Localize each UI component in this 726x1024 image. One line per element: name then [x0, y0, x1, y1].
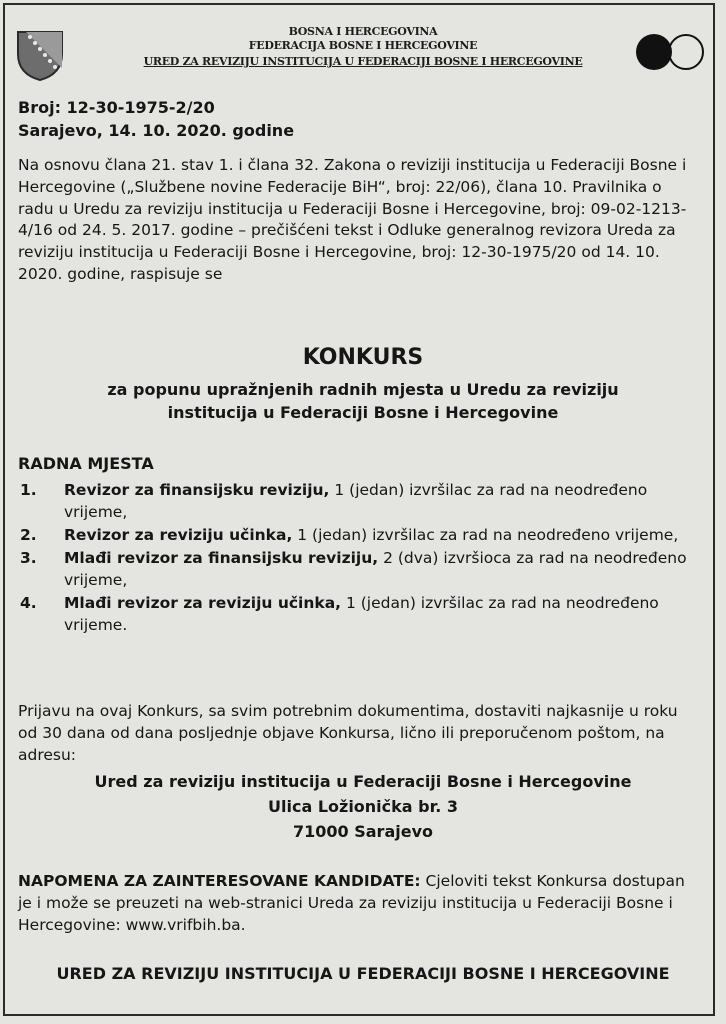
- note-paragraph: [18, 871, 698, 936]
- list-item: [18, 547, 708, 591]
- position-number: 2.: [20, 526, 37, 544]
- position-number: 1.: [20, 481, 37, 499]
- header-office: URED ZA REVIZIJU INSTITUCIJA U FEDERACIJI BOSNE I HERCEGOVINE: [143, 55, 583, 68]
- reference-place-date: Sarajevo, 14. 10. 2020. godine: [18, 121, 295, 140]
- address-city: 71000 Sarajevo: [293, 822, 433, 841]
- notice-title: KONKURS: [302, 345, 424, 370]
- address-street: Ulica Ložionička br. 3: [268, 797, 458, 816]
- reference-number: Broj: 12-30-1975-2/20: [18, 98, 215, 117]
- list-item: [18, 592, 708, 636]
- position-number: 3.: [20, 549, 37, 567]
- position-title: Mlađi revizor za finansijsku reviziju,: [64, 549, 379, 567]
- notice-subtitle: za popunu upražnjenih radnih mjesta u Uredu za reviziju institucija u Federaciji Bosne i Hercegovine: [107, 380, 619, 422]
- position-detail: 1 (jedan) izvršilac za rad na neodređeno vrijeme,: [64, 481, 648, 521]
- positions-heading: RADNA MJESTA: [18, 454, 154, 473]
- position-detail: 1 (jedan) izvršilac za rad na neodređeno vrijeme.: [64, 594, 659, 634]
- position-title: Revizor za finansijsku reviziju,: [64, 481, 330, 499]
- reference-block: [18, 96, 294, 142]
- list-item: [18, 524, 708, 546]
- position-number: 4.: [20, 594, 37, 612]
- position-title: Revizor za reviziju učinka,: [64, 526, 293, 544]
- list-item: [18, 479, 708, 523]
- position-detail: 2 (dva) izvršioca za rad na neodređeno vrijeme,: [64, 549, 687, 589]
- position-title: Mlađi revizor za reviziju učinka,: [64, 594, 342, 612]
- address-office: Ured za reviziju institucija u Federaciji Bosne i Hercegovine: [94, 772, 632, 791]
- note-text: Cjeloviti tekst Konkursa dostupan je i može se preuzeti na web-stranici Ureda za reviziju institucija u Federaciji Bosne i Hercegovine: www.vrifbih.ba.: [18, 872, 685, 934]
- position-detail: 1 (jedan) izvršilac za rad na neodređeno vrijeme,: [292, 526, 679, 544]
- note-label: NAPOMENA ZA ZAINTERESOVANE KANDIDATE:: [18, 872, 421, 890]
- positions-list: [18, 479, 708, 637]
- intro-paragraph: Na osnovu člana 21. stav 1. i člana 32. Zakona o reviziji institucija u Federaciji Bosne i Hercegovine („Službene novine Federacije BiH“, broj: 22/06), člana 10. Pravilnika o radu u Uredu za reviziju institucija u Federaciji Bosne i Hercegovine, broj: 09-02-1213-4/16 od 24. 5. 2017. godine – prečišćeni tekst i Odluke generalnog revizora Ureda za reviziju institucija u Federaciji Bosne i Hercegovine, broj: 12-30-1975/20 od 14. 10. 2020. godine, raspisuje se: [18, 156, 687, 283]
- application-paragraph: Prijavu na ovaj Konkurs, sa svim potrebnim dokumentima, dostaviti najkasnije u roku od 30 dana od dana posljednje objave Konkursa, lično ili preporučenom poštom, na adresu:: [18, 702, 678, 764]
- footer-signature: URED ZA REVIZIJU INSTITUCIJA U FEDERACIJI BOSNE I HERCEGOVINE: [56, 964, 670, 983]
- header-country: BOSNA I HERCEGOVINA: [288, 25, 438, 38]
- header-federation: FEDERACIJA BOSNE I HERCEGOVINE: [248, 39, 478, 52]
